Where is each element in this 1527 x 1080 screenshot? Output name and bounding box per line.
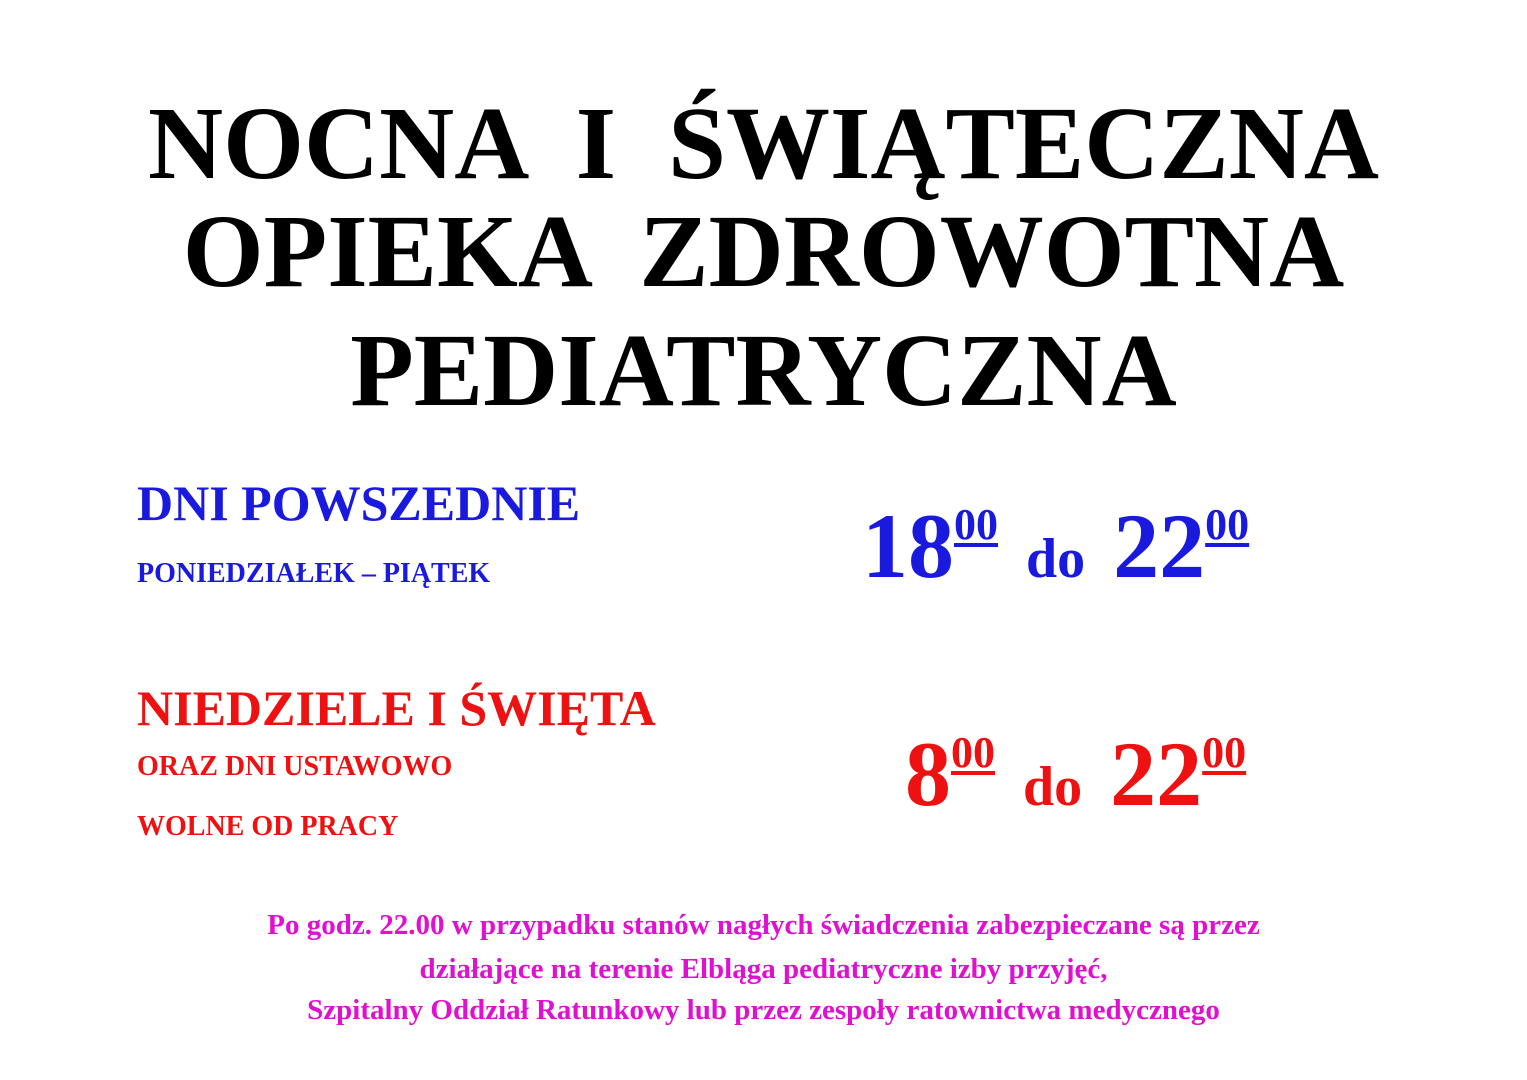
holidays-from-hour: 8 [905,723,951,825]
holidays-heading: NIEDZIELE I ŚWIĘTA [137,680,656,736]
weekdays-to-hour: 22 [1113,495,1206,597]
holidays-subheading-1: ORAZ DNI USTAWOWO [137,751,453,782]
holidays-connector: do [1023,756,1083,818]
weekdays-from-minutes: 00 [954,500,998,549]
holidays-to-minutes: 00 [1202,728,1247,777]
weekdays-from-hour: 18 [862,495,954,597]
weekdays-heading: DNI POWSZEDNIE [137,475,581,531]
weekdays-connector: do [1026,528,1086,590]
note-line-2: działające na terenie Elbląga pediatryczne izby przyjęć, [419,953,1108,985]
title-line-2: OPIEKA ZDROWOTNA [182,194,1345,309]
holidays-subheading-2: WOLNE OD PRACY [137,811,399,842]
weekdays-subheading: PONIEDZIAŁEK – PIĄTEK [137,558,491,589]
holidays-hours [905,723,1247,825]
title-line-1: NOCNA I ŚWIĄTECZNA [148,86,1379,201]
weekdays-to-minutes: 00 [1205,500,1250,549]
note-line-1: Po godz. 22.00 w przypadku stanów nagłych świadczenia zabezpieczane są przez [267,909,1260,941]
holidays-from-minutes: 00 [951,728,995,777]
weekdays-hours [862,495,1250,597]
title-line-3: PEDIATRYCZNA [350,313,1177,428]
holidays-to-hour: 22 [1110,723,1203,825]
note-line-3: Szpitalny Oddział Ratunkowy lub przez zespoły ratownictwa medycznego [307,994,1220,1026]
